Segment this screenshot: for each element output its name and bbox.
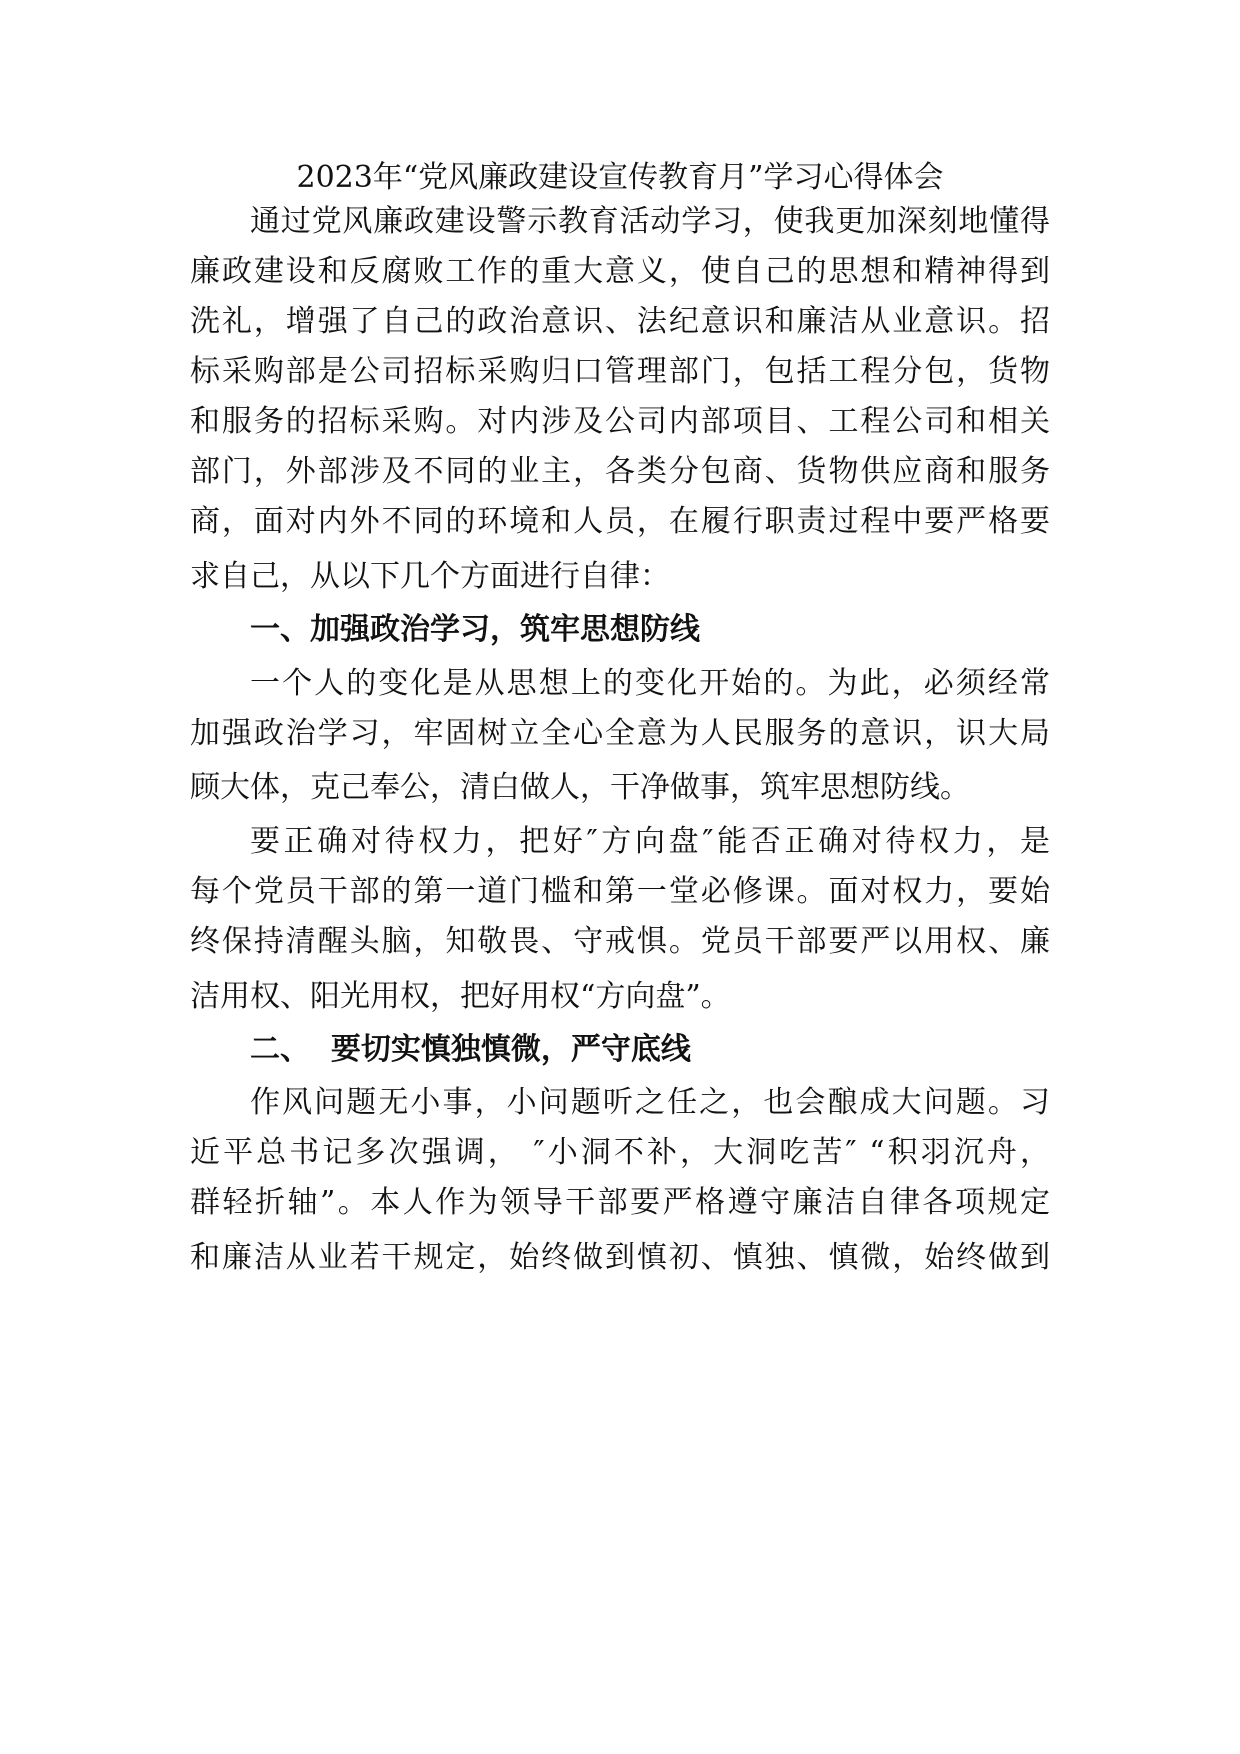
paragraph-3-line: 要正确对待权力，把好″方向盘″能否正确对待权力，是 <box>250 824 1050 859</box>
paragraph-1-line: 洗礼，增强了自己的政治意识、法纪意识和廉洁从业意识。招 <box>190 304 1050 339</box>
section-heading-2: 二、 要切实慎独慎微，严守底线 <box>250 1032 691 1067</box>
paragraph-4-line: 作风问题无小事，小问题听之任之，也会酿成大问题。习 <box>250 1085 1050 1120</box>
paragraph-1-line: 求自己，从以下几个方面进行自律： <box>190 559 670 594</box>
paragraph-2-line: 加强政治学习，牢固树立全心全意为人民服务的意识，识大局 <box>190 716 1050 751</box>
paragraph-3-line: 洁用权、阳光用权，把好用权“方向盘”。 <box>190 979 731 1014</box>
section-heading-1: 一、加强政治学习，筑牢思想防线 <box>250 612 700 647</box>
paragraph-1-line: 通过党风廉政建设警示教育活动学习，使我更加深刻地懂得 <box>250 204 1050 239</box>
paragraph-4-line: 近平总书记多次强调， ″小洞不补，大洞吃苦″ “积羽沉舟， <box>190 1135 1050 1170</box>
paragraph-3-line: 终保持清醒头脑，知敬畏、守戒惧。党员干部要严以用权、廉 <box>190 924 1050 959</box>
paragraph-4-line: 群轻折轴”。本人作为领导干部要严格遵守廉洁自律各项规定 <box>190 1185 1050 1220</box>
paragraph-1-line: 标采购部是公司招标采购归口管理部门，包括工程分包，货物 <box>190 354 1050 389</box>
document-title: 2023年“党风廉政建设宣传教育月”学习心得体会 <box>296 160 944 195</box>
paragraph-2-line: 一个人的变化是从思想上的变化开始的。为此，必须经常 <box>250 666 1050 701</box>
paragraph-2-line: 顾大体，克己奉公，清白做人，干净做事，筑牢思想防线。 <box>190 770 970 805</box>
paragraph-3-line: 每个党员干部的第一道门槛和第一堂必修课。面对权力，要始 <box>190 874 1050 909</box>
paragraph-1-line: 和服务的招标采购。对内涉及公司内部项目、工程公司和相关 <box>190 404 1050 439</box>
paragraph-4-line: 和廉洁从业若干规定，始终做到慎初、慎独、慎微，始终做到 <box>190 1240 1050 1275</box>
paragraph-1-line: 廉政建设和反腐败工作的重大意义，使自己的思想和精神得到 <box>190 254 1050 289</box>
paragraph-1-line: 商，面对内外不同的环境和人员，在履行职责过程中要严格要 <box>190 504 1050 539</box>
paragraph-1-line: 部门，外部涉及不同的业主，各类分包商、货物供应商和服务 <box>190 454 1050 489</box>
